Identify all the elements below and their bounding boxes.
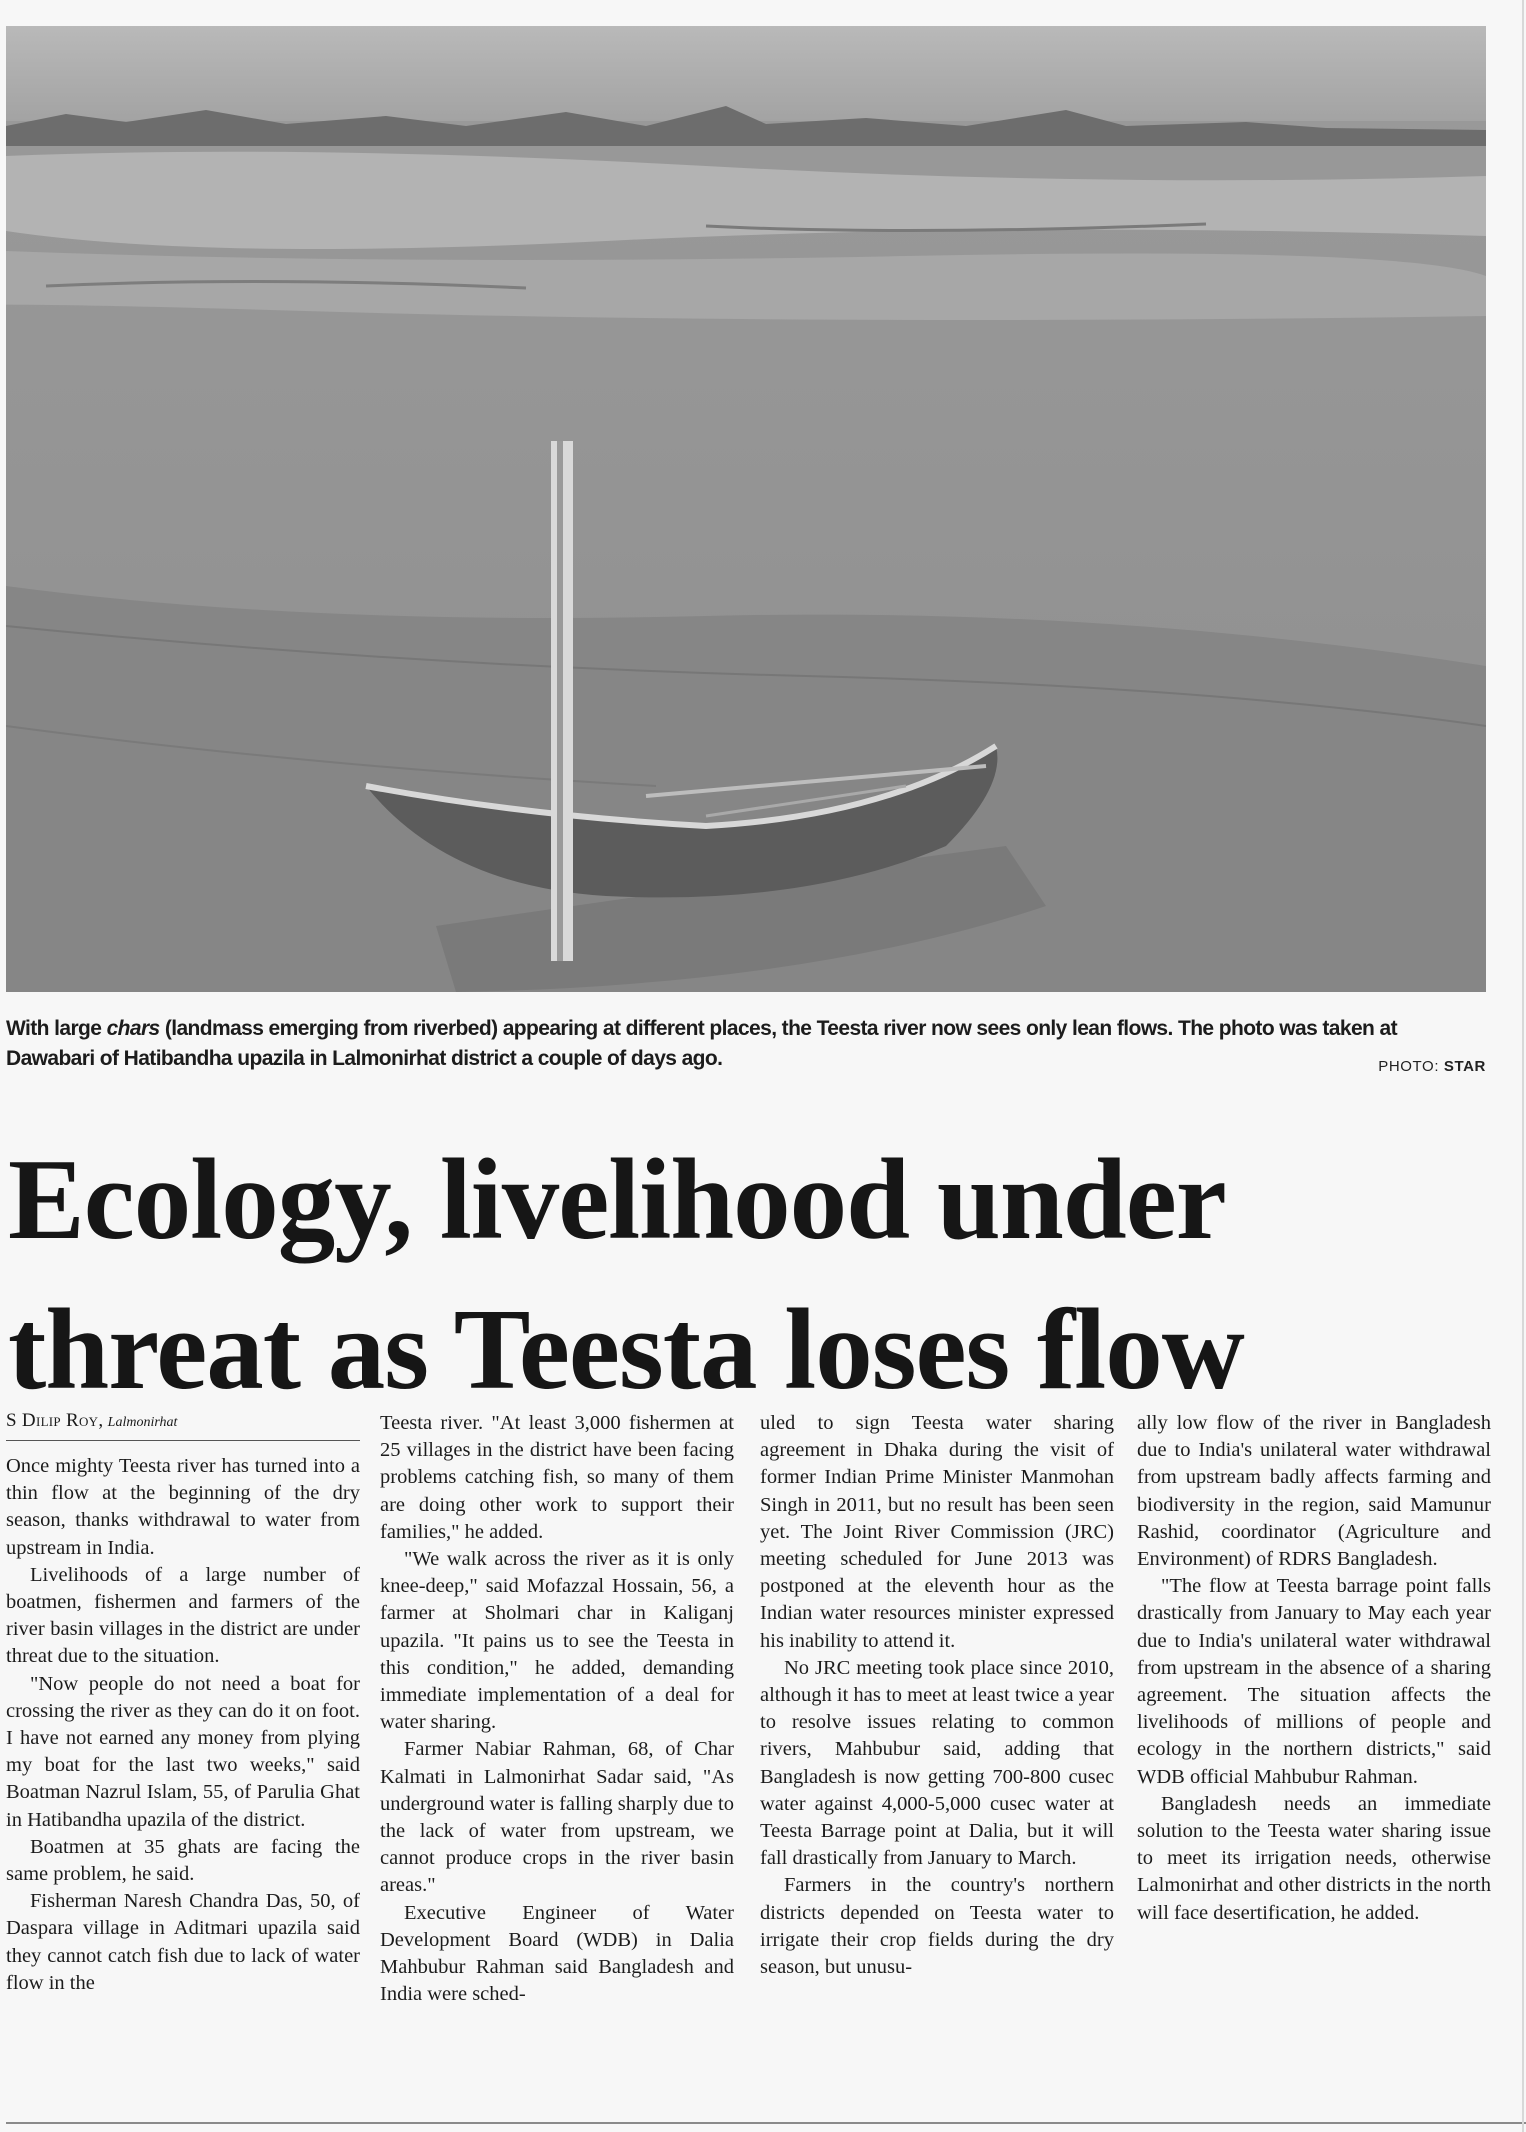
caption-text-end: (landmass emerging from riverbed) appearing at different places, the Teesta river now sees only lean flows. The photo was taken at Dawabari of Hatibandha upazila in Lalmonirhat district a couple of days ago. [6, 1017, 1397, 1070]
river-photo-image [6, 26, 1486, 992]
byline [6, 1410, 360, 1434]
paragraph: Farmer Nabiar Rahman, 68, of Char Kalmati in Lalmonirhat Sadar said, "As underground water is falling sharply due to the lack of water from upstream, we cannot produce crops in the river basin areas." [380, 1738, 734, 1897]
article-column-4 [1137, 1410, 1491, 1927]
page-right-rule [1522, 0, 1524, 2132]
photo-caption [6, 1014, 1486, 1074]
paragraph: ally low flow of the river in Bangladesh due to India's unilateral water withdrawal from upstream badly affects farming and biodiversity in the region, said Mamunur Rashid, coordinator (Agriculture and Environment) of RDRS Bangladesh. [1137, 1412, 1491, 1571]
headline-line-2: threat as Teesta loses flow [8, 1286, 1244, 1413]
page-bottom-rule [6, 2122, 1526, 2124]
photo-credit-label: PHOTO: [1378, 1058, 1440, 1075]
article-column-3 [760, 1410, 1114, 1981]
caption-text-italic: chars [106, 1017, 160, 1040]
paragraph: Farmers in the country's northern districts depended on Teesta water to irrigate their crop fields during the dry season, but unusu- [760, 1874, 1114, 1979]
paragraph: Fisherman Naresh Chandra Das, 50, of Daspara village in Aditmari upazila said they cannot catch fish due to lack of water flow in the [6, 1890, 360, 1994]
paragraph: "We walk across the river as it is only knee-deep," said Mofazzal Hossain, 56, a farmer at Sholmari char in Kaliganj upazila. "It pains us to see the Teesta in this condition," he added, demanding immediate implementation of a deal for water sharing. [380, 1548, 734, 1734]
paragraph: Teesta river. "At least 3,000 fishermen at 25 villages in the district have been facing problems catching fish, so many of them are doing other work to support their families," he added. [380, 1412, 734, 1543]
headline [8, 1125, 1498, 1425]
paragraph: Executive Engineer of Water Development Board (WDB) in Dalia Mahbubur Rahman said Bangladesh and India were sched- [380, 1901, 734, 2006]
byline-divider [6, 1440, 360, 1441]
photo-credit-source: STAR [1443, 1058, 1486, 1075]
paragraph: "Now people do not need a boat for crossing the river as they can do it on foot. I have not earned any money from plying my boat for the last two weeks," said Boatman Nazrul Islam, 55, of Parulia Ghat in Hatibandha upazila of the district. [6, 1672, 360, 1831]
article-column-2 [380, 1410, 734, 2008]
paragraph: No JRC meeting took place since 2010, although it has to meet at least twice a year to resolve issues relating to common rivers, Mahbubur said, adding that Bangladesh is now getting 700-800 cusec water against 4,000-5,000 cusec water at Teesta Barrage point at Dalia, but it will fall drastically from January to March. [760, 1656, 1114, 1870]
paragraph: Livelihoods of a large number of boatmen, fishermen and farmers of the river basin villages in the district are under threat due to the situation. [6, 1563, 360, 1668]
caption-text-start: With large [6, 1017, 107, 1040]
headline-line-1: Ecology, livelihood under [8, 1136, 1226, 1263]
article-column-1 [6, 1453, 360, 1997]
photo-credit [1378, 1058, 1486, 1075]
paragraph: Bangladesh needs an immediate solution to the Teesta water sharing issue to meet its irrigation needs, otherwise Lalmonirhat and other districts in the north will face desertification, he added. [1137, 1792, 1491, 1924]
byline-author: S Dilip Roy, [6, 1410, 104, 1431]
paragraph: "The flow at Teesta barrage point falls drastically from January to May each year due to India's unilateral water withdrawal from upstream in the absence of a sharing agreement. The situation affects the livelihoods of millions of people and ecology in the northern districts," said WDB official Mahbubur Rahman. [1137, 1575, 1491, 1788]
paragraph: uled to sign Teesta water sharing agreement in Dhaka during the visit of former Indian Prime Minister Manmohan Singh in 2011, but no result has been seen yet. The Joint River Commission (JRC) meeting scheduled for June 2013 was postponed at the eleventh hour as the Indian water resources minister expressed his inability to attend it. [760, 1412, 1114, 1652]
paragraph: Boatmen at 35 ghats are facing the same problem, he said. [6, 1835, 360, 1886]
byline-location: Lalmonirhat [107, 1415, 178, 1430]
paragraph: Once mighty Teesta river has turned into a thin flow at the beginning of the dry season, thanks withdrawal to water from upstream in India. [6, 1455, 360, 1559]
river-photo [6, 26, 1486, 992]
